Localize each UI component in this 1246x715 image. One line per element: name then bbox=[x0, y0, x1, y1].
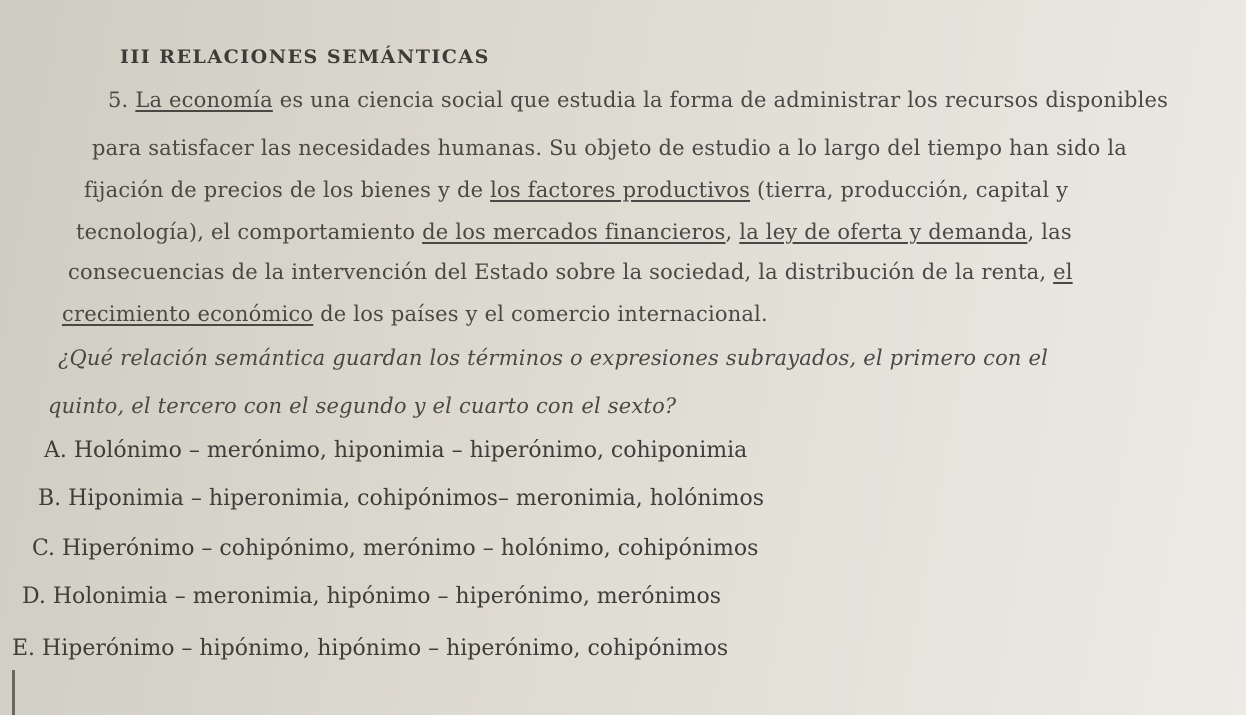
paragraph-line-1 bbox=[108, 88, 1168, 112]
text-segment: es una ciencia social que estudia la forma de administrar los recursos disponibles bbox=[272, 88, 1169, 112]
paragraph-line-6 bbox=[62, 302, 768, 326]
option-e[interactable]: E. Hiperónimo – hipónimo, hipónimo – hiperónimo, cohipónimos bbox=[12, 636, 729, 661]
text-segment: , bbox=[725, 220, 740, 244]
paragraph-line-2: para satisfacer las necesidades humanas. Su objeto de estudio a lo largo del tiempo han sido la bbox=[92, 136, 1127, 160]
section-title: III RELACIONES SEMÁNTICAS bbox=[120, 46, 490, 68]
underlined-term-2: los factores productivos bbox=[490, 178, 751, 202]
option-b[interactable]: B. Hiponimia – hiperonimia, cohipónimos– meronimia, holónimos bbox=[38, 486, 765, 511]
text-segment: tecnología), el comportamiento bbox=[76, 220, 423, 244]
option-c[interactable]: C. Hiperónimo – cohipónimo, merónimo – holónimo, cohipónimos bbox=[32, 536, 759, 561]
underlined-term-1: La economía bbox=[135, 88, 273, 112]
underlined-term-5: el bbox=[1053, 260, 1073, 284]
text-segment: (tierra, producción, capital y bbox=[750, 178, 1069, 202]
text-segment: de los países y el comercio internacional. bbox=[313, 302, 768, 326]
option-a[interactable]: A. Holónimo – merónimo, hiponimia – hiperónimo, cohiponimia bbox=[44, 438, 748, 463]
paragraph-line-5 bbox=[68, 260, 1073, 284]
option-d[interactable]: D. Holonimia – meronimia, hipónimo – hiperónimo, merónimos bbox=[22, 584, 722, 609]
text-segment: consecuencias de la intervención del Estado sobre la sociedad, la distribución de la renta, bbox=[68, 260, 1054, 284]
paragraph-line-3 bbox=[84, 178, 1068, 202]
underlined-term-3: de los mercados financieros bbox=[422, 220, 726, 244]
question-line-1: ¿Qué relación semántica guardan los términos o expresiones subrayados, el primero con el bbox=[58, 346, 1049, 370]
pen-mark bbox=[12, 670, 15, 715]
item-number: 5. bbox=[108, 88, 136, 112]
paragraph-line-4 bbox=[76, 220, 1072, 244]
underlined-term-6: crecimiento económico bbox=[62, 302, 314, 326]
underlined-term-4: la ley de oferta y demanda bbox=[739, 220, 1028, 244]
question-line-2: quinto, el tercero con el segundo y el cuarto con el sexto? bbox=[48, 394, 677, 418]
text-segment: , las bbox=[1027, 220, 1072, 244]
text-segment: fijación de precios de los bienes y de bbox=[84, 178, 491, 202]
